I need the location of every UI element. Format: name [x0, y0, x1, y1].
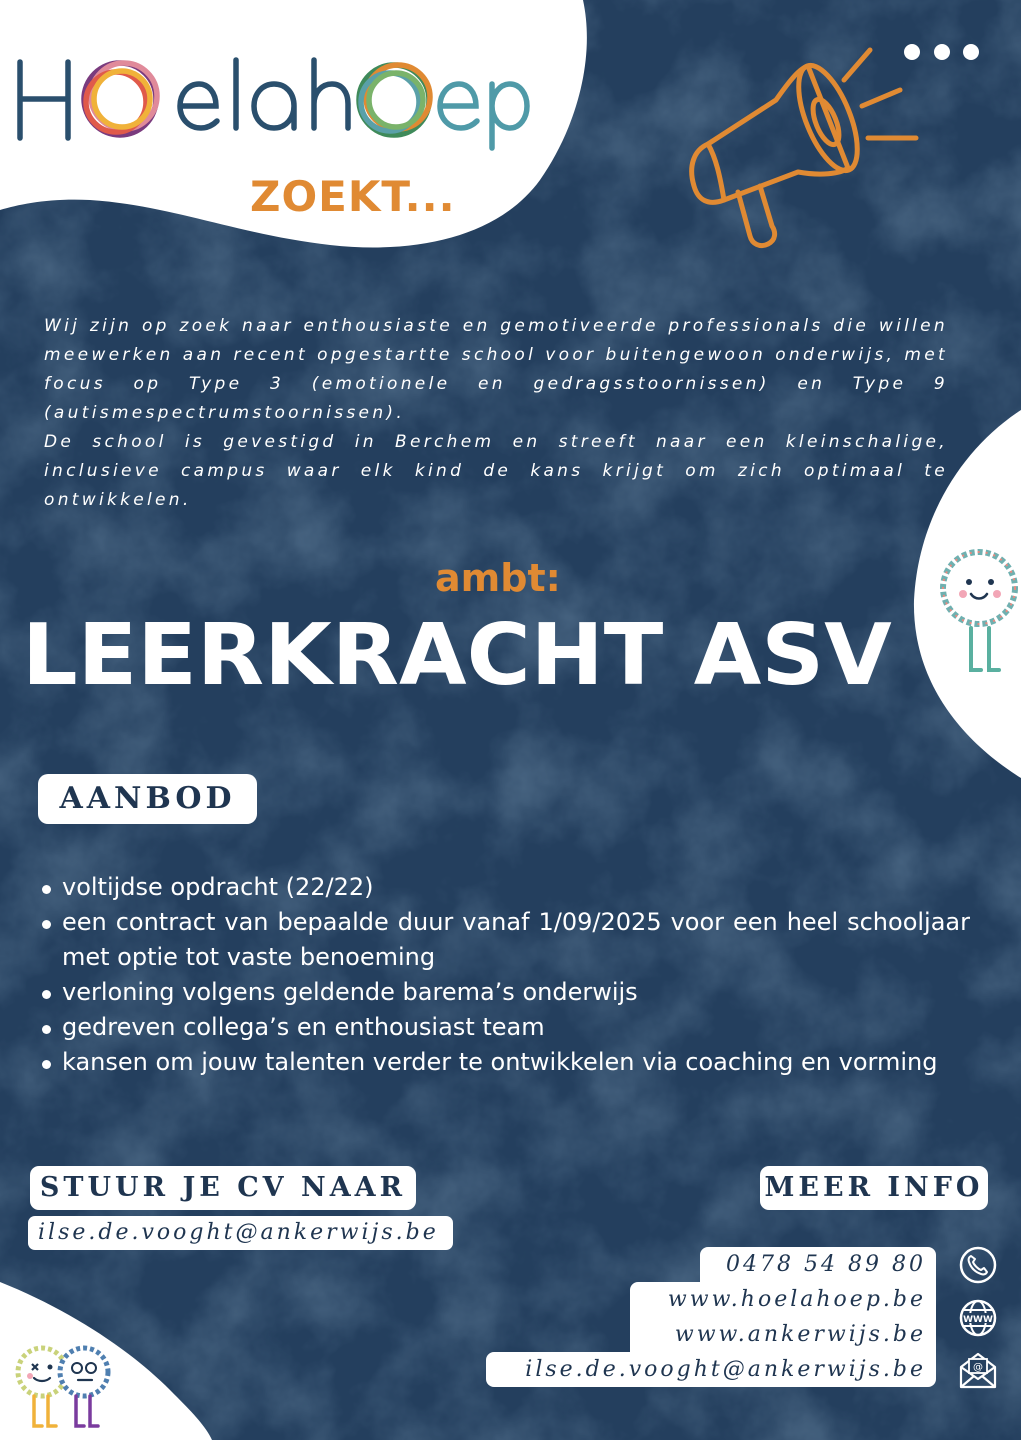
intro-text [44, 312, 948, 515]
phone-icon [958, 1245, 998, 1285]
info-heading: MEER INFO [760, 1166, 988, 1210]
position-title: LEERKRACHT ASV [22, 606, 892, 705]
megaphone-icon [680, 40, 920, 260]
offer-item: gedreven collega’s en enthousiast team [40, 1010, 970, 1045]
info-email-link[interactable]: ilse.de.vooght@ankerwijs.be [486, 1352, 936, 1387]
offer-item: voltijdse opdracht (22/22) [40, 870, 970, 905]
zoekt-heading: ZOEKT... [250, 172, 456, 221]
offer-heading: AANBOD [38, 774, 257, 824]
phone-number[interactable]: 0478 54 89 80 [700, 1247, 936, 1282]
website-hoelahoep-link[interactable]: www.hoelahoep.be [630, 1282, 936, 1317]
mascots-bottom-left [8, 1340, 118, 1432]
position-label: ambt: [435, 556, 561, 600]
offer-list [40, 870, 970, 1080]
svg-text:WWW: WWW [963, 1315, 993, 1325]
globe-www-icon [958, 1298, 998, 1338]
website-ankerwijs-link[interactable]: www.ankerwijs.be [630, 1317, 936, 1352]
hoelahoep-logo [12, 44, 532, 154]
offer-item: een contract van bepaalde duur vanaf 1/09/2025 voor een heel schooljaar met optie tot vaste benoeming [40, 905, 970, 975]
svg-text:@: @ [973, 1362, 983, 1373]
offer-item: kansen om jouw talenten verder te ontwikkelen via coaching en vorming [40, 1045, 970, 1080]
apply-email-link[interactable]: ilse.de.vooght@ankerwijs.be [28, 1216, 453, 1250]
intro-paragraph-2: De school is gevestigd in Berchem en streeft naar een kleinschalige, inclusieve campus waar elk kind de kans krijgt om zich optimaal te ontwikkelen. [44, 432, 948, 510]
intro-paragraph-1: Wij zijn op zoek naar enthousiaste en gemotiveerde professionals die willen meewerken aan recent opgestartte school voor buitengewoon onderwijs, met focus op Type 3 (emotionele en gedragsstoornissen) en Type 9 (autismespectrumstoornissen). [44, 316, 948, 423]
smiley-mascot-right [935, 548, 1021, 680]
offer-item: verloning volgens geldende barema’s onderwijs [40, 975, 970, 1010]
envelope-icon [958, 1350, 998, 1390]
apply-heading: STUUR JE CV NAAR [30, 1166, 416, 1210]
contact-block [486, 1247, 936, 1389]
